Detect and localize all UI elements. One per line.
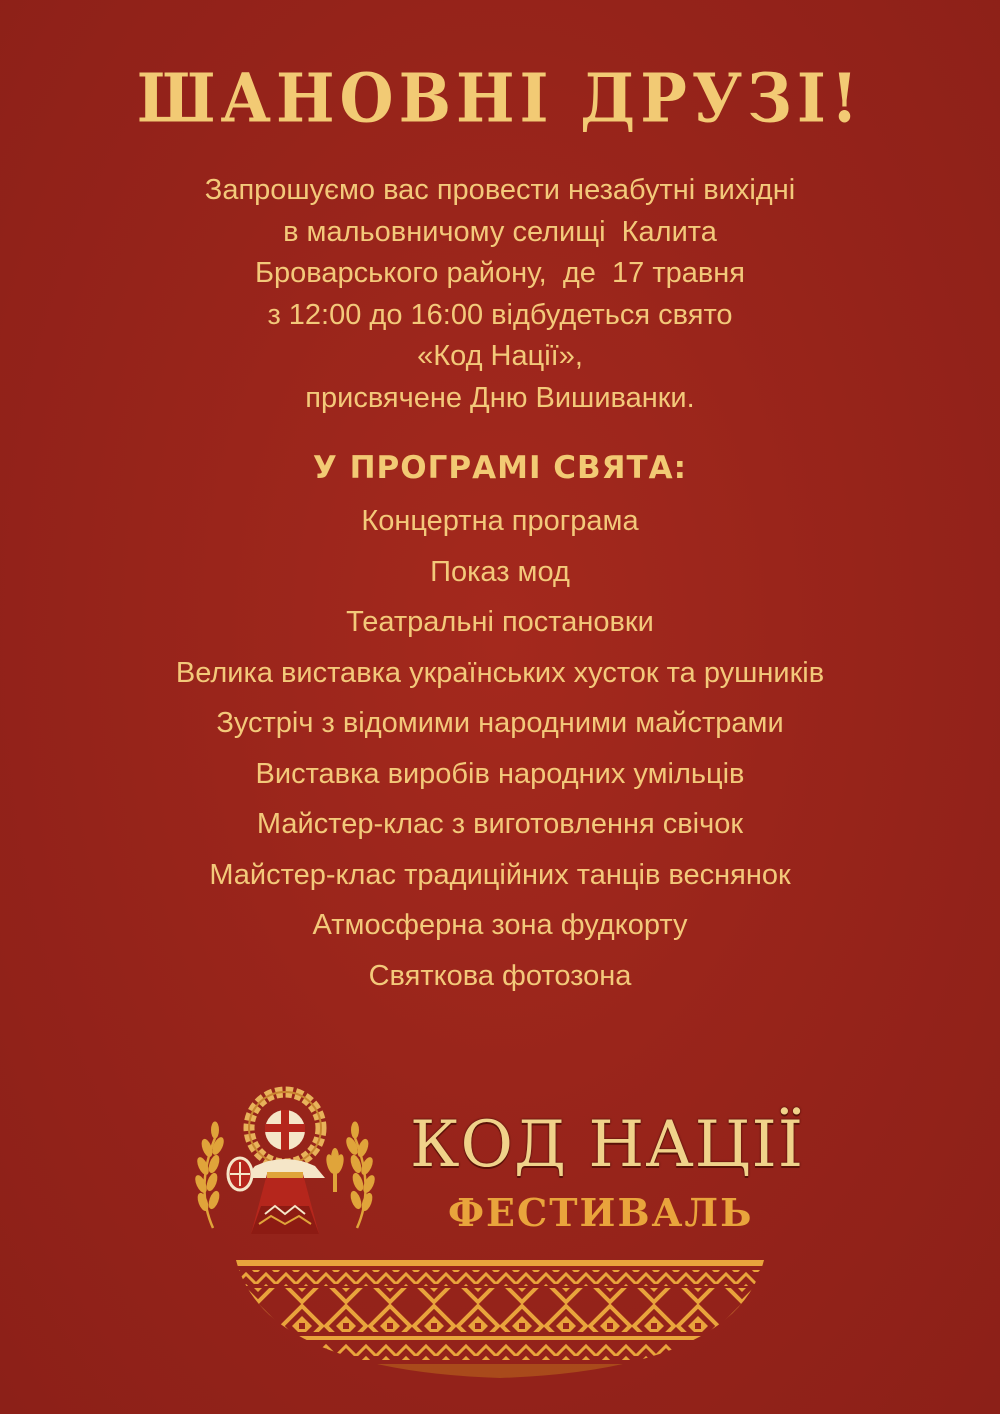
invitation-line: Запрошуємо вас провести незабутні вихідні (204, 174, 796, 206)
program-item: Виставка виробів народних умільців (255, 757, 745, 790)
headline: ШАНОВНІ ДРУЗІ! (136, 59, 864, 138)
embroidery-ornament-icon (236, 1260, 764, 1380)
program-item: Театральні постановки (346, 606, 654, 638)
program-list (0, 496, 1000, 1001)
program-item-text: Велика виставка українських хусток та рушників (175, 656, 825, 689)
invitation-line: в мальовничому селищі Калита (283, 215, 717, 248)
program-item: Атмосферна зона фудкорту (312, 909, 688, 941)
program-title: У ПРОГРАМІ СВЯТА: (312, 450, 688, 486)
program-item: Показ мод (430, 555, 570, 588)
motanka-doll-wheat-icon (185, 1078, 385, 1248)
invitation-line: з 12:00 до 16:00 відбудеться свято (267, 298, 733, 331)
invitation-line: присвячене Дню Вишиванки. (305, 381, 695, 414)
program-item: Святкова фотозона (368, 959, 632, 992)
invitation-line: Броварського району, де 17 травня (254, 257, 745, 289)
program-item: Майстер-клас з виготовлення свічок (256, 808, 744, 840)
invitation-line: «Код Нації», (417, 340, 583, 372)
program-item: Зустріч з відомими народними майстрами (216, 707, 784, 739)
program-item: Концертна програма (361, 505, 639, 537)
program-item: Майстер-клас традиційних танців веснянок (209, 858, 791, 891)
program-item (0, 648, 1000, 699)
invitation-text (0, 170, 1000, 419)
festival-subtitle: ФЕСТИВАЛЬ (448, 1190, 754, 1235)
festival-name: КОД НАЦІЇ (410, 1108, 805, 1182)
